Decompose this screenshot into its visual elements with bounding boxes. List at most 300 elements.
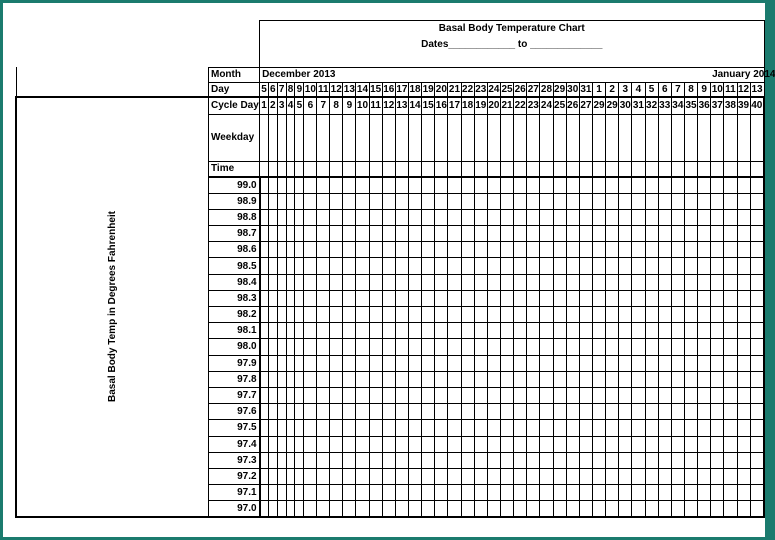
temperature-entry-cell[interactable] [487,242,500,258]
temperature-entry-cell[interactable] [750,258,764,274]
temperature-entry-cell[interactable] [343,242,356,258]
temperature-entry-cell[interactable] [286,420,295,436]
weekday-entry-cell[interactable] [422,114,435,161]
temperature-entry-cell[interactable] [304,226,317,242]
temperature-entry-cell[interactable] [750,501,764,517]
temperature-entry-cell[interactable] [658,420,671,436]
temperature-entry-cell[interactable] [632,485,645,501]
temperature-entry-cell[interactable] [711,274,724,290]
temperature-entry-cell[interactable] [500,485,513,501]
temperature-entry-cell[interactable] [698,355,711,371]
temperature-entry-cell[interactable] [645,485,658,501]
temperature-entry-cell[interactable] [750,274,764,290]
temperature-entry-cell[interactable] [540,209,553,225]
temperature-entry-cell[interactable] [295,436,304,452]
temperature-entry-cell[interactable] [448,420,461,436]
temperature-entry-cell[interactable] [711,290,724,306]
temperature-entry-cell[interactable] [606,485,619,501]
temperature-entry-cell[interactable] [527,404,540,420]
temperature-entry-cell[interactable] [750,323,764,339]
temperature-entry-cell[interactable] [724,242,737,258]
temperature-entry-cell[interactable] [592,355,605,371]
temperature-entry-cell[interactable] [395,404,408,420]
temperature-entry-cell[interactable] [724,226,737,242]
temperature-entry-cell[interactable] [592,274,605,290]
weekday-entry-cell[interactable] [632,114,645,161]
temperature-entry-cell[interactable] [500,339,513,355]
temperature-entry-cell[interactable] [422,420,435,436]
temperature-entry-cell[interactable] [382,226,395,242]
temperature-entry-cell[interactable] [750,452,764,468]
temperature-entry-cell[interactable] [711,323,724,339]
temperature-entry-cell[interactable] [527,355,540,371]
temperature-entry-cell[interactable] [606,436,619,452]
temperature-entry-cell[interactable] [474,290,487,306]
temperature-entry-cell[interactable] [408,193,421,209]
temperature-entry-cell[interactable] [260,258,269,274]
temperature-entry-cell[interactable] [356,468,369,484]
temperature-entry-cell[interactable] [304,339,317,355]
temperature-entry-cell[interactable] [645,226,658,242]
temperature-entry-cell[interactable] [540,436,553,452]
temperature-entry-cell[interactable] [671,468,684,484]
temperature-entry-cell[interactable] [461,193,474,209]
temperature-entry-cell[interactable] [527,323,540,339]
temperature-entry-cell[interactable] [671,226,684,242]
temperature-entry-cell[interactable] [448,226,461,242]
temperature-entry-cell[interactable] [304,323,317,339]
temperature-entry-cell[interactable] [487,404,500,420]
temperature-entry-cell[interactable] [474,274,487,290]
temperature-entry-cell[interactable] [592,226,605,242]
temperature-entry-cell[interactable] [435,323,448,339]
weekday-entry-cell[interactable] [435,114,448,161]
temperature-entry-cell[interactable] [260,323,269,339]
weekday-entry-cell[interactable] [527,114,540,161]
temperature-entry-cell[interactable] [553,420,566,436]
temperature-entry-cell[interactable] [408,420,421,436]
temperature-entry-cell[interactable] [750,339,764,355]
temperature-entry-cell[interactable] [422,290,435,306]
temperature-entry-cell[interactable] [382,387,395,403]
temperature-entry-cell[interactable] [750,436,764,452]
temperature-entry-cell[interactable] [619,404,632,420]
temperature-entry-cell[interactable] [579,290,592,306]
temperature-entry-cell[interactable] [737,420,750,436]
temperature-entry-cell[interactable] [422,226,435,242]
temperature-entry-cell[interactable] [540,387,553,403]
time-entry-cell[interactable] [461,161,474,177]
temperature-entry-cell[interactable] [356,242,369,258]
temperature-entry-cell[interactable] [540,339,553,355]
temperature-entry-cell[interactable] [514,355,527,371]
temperature-entry-cell[interactable] [382,468,395,484]
temperature-entry-cell[interactable] [553,226,566,242]
weekday-entry-cell[interactable] [295,114,304,161]
temperature-entry-cell[interactable] [711,452,724,468]
temperature-entry-cell[interactable] [474,371,487,387]
temperature-entry-cell[interactable] [317,323,330,339]
temperature-entry-cell[interactable] [619,323,632,339]
temperature-entry-cell[interactable] [724,193,737,209]
temperature-entry-cell[interactable] [295,274,304,290]
temperature-entry-cell[interactable] [645,436,658,452]
time-entry-cell[interactable] [435,161,448,177]
temperature-entry-cell[interactable] [711,177,724,193]
temperature-entry-cell[interactable] [295,501,304,517]
temperature-entry-cell[interactable] [606,501,619,517]
temperature-entry-cell[interactable] [448,501,461,517]
temperature-entry-cell[interactable] [422,177,435,193]
temperature-entry-cell[interactable] [356,323,369,339]
temperature-entry-cell[interactable] [684,387,697,403]
temperature-entry-cell[interactable] [500,468,513,484]
temperature-entry-cell[interactable] [737,258,750,274]
temperature-entry-cell[interactable] [540,226,553,242]
time-entry-cell[interactable] [474,161,487,177]
temperature-entry-cell[interactable] [592,436,605,452]
temperature-entry-cell[interactable] [268,485,277,501]
temperature-entry-cell[interactable] [553,339,566,355]
temperature-entry-cell[interactable] [592,420,605,436]
temperature-entry-cell[interactable] [514,242,527,258]
time-entry-cell[interactable] [579,161,592,177]
temperature-entry-cell[interactable] [645,468,658,484]
temperature-entry-cell[interactable] [268,307,277,323]
temperature-entry-cell[interactable] [540,193,553,209]
temperature-entry-cell[interactable] [343,209,356,225]
temperature-entry-cell[interactable] [395,307,408,323]
temperature-entry-cell[interactable] [632,387,645,403]
temperature-entry-cell[interactable] [514,387,527,403]
weekday-entry-cell[interactable] [260,114,269,161]
temperature-entry-cell[interactable] [295,485,304,501]
temperature-entry-cell[interactable] [317,501,330,517]
time-entry-cell[interactable] [750,161,764,177]
temperature-entry-cell[interactable] [579,501,592,517]
temperature-entry-cell[interactable] [317,387,330,403]
temperature-entry-cell[interactable] [724,387,737,403]
weekday-entry-cell[interactable] [658,114,671,161]
temperature-entry-cell[interactable] [277,468,286,484]
temperature-entry-cell[interactable] [356,404,369,420]
temperature-entry-cell[interactable] [487,468,500,484]
temperature-entry-cell[interactable] [277,371,286,387]
temperature-entry-cell[interactable] [645,355,658,371]
temperature-entry-cell[interactable] [684,209,697,225]
temperature-entry-cell[interactable] [606,323,619,339]
temperature-entry-cell[interactable] [487,371,500,387]
temperature-entry-cell[interactable] [658,468,671,484]
temperature-entry-cell[interactable] [566,485,579,501]
temperature-entry-cell[interactable] [724,274,737,290]
temperature-entry-cell[interactable] [500,307,513,323]
temperature-entry-cell[interactable] [448,307,461,323]
temperature-entry-cell[interactable] [422,307,435,323]
temperature-entry-cell[interactable] [619,452,632,468]
temperature-entry-cell[interactable] [422,193,435,209]
temperature-entry-cell[interactable] [277,387,286,403]
temperature-entry-cell[interactable] [474,436,487,452]
temperature-entry-cell[interactable] [553,452,566,468]
temperature-entry-cell[interactable] [408,387,421,403]
temperature-entry-cell[interactable] [711,485,724,501]
temperature-entry-cell[interactable] [671,323,684,339]
temperature-entry-cell[interactable] [356,485,369,501]
temperature-entry-cell[interactable] [435,436,448,452]
temperature-entry-cell[interactable] [448,209,461,225]
time-entry-cell[interactable] [540,161,553,177]
temperature-entry-cell[interactable] [514,485,527,501]
temperature-entry-cell[interactable] [343,420,356,436]
temperature-entry-cell[interactable] [343,177,356,193]
temperature-entry-cell[interactable] [698,468,711,484]
weekday-entry-cell[interactable] [330,114,343,161]
temperature-entry-cell[interactable] [737,209,750,225]
temperature-entry-cell[interactable] [724,209,737,225]
temperature-entry-cell[interactable] [343,485,356,501]
temperature-entry-cell[interactable] [514,420,527,436]
temperature-entry-cell[interactable] [540,274,553,290]
temperature-entry-cell[interactable] [711,371,724,387]
temperature-entry-cell[interactable] [461,323,474,339]
temperature-entry-cell[interactable] [500,226,513,242]
temperature-entry-cell[interactable] [277,209,286,225]
temperature-entry-cell[interactable] [304,387,317,403]
temperature-entry-cell[interactable] [369,452,382,468]
temperature-entry-cell[interactable] [527,290,540,306]
temperature-entry-cell[interactable] [658,355,671,371]
temperature-entry-cell[interactable] [500,177,513,193]
temperature-entry-cell[interactable] [295,452,304,468]
temperature-entry-cell[interactable] [395,355,408,371]
temperature-entry-cell[interactable] [422,323,435,339]
temperature-entry-cell[interactable] [606,226,619,242]
temperature-entry-cell[interactable] [304,436,317,452]
weekday-entry-cell[interactable] [286,114,295,161]
temperature-entry-cell[interactable] [737,339,750,355]
temperature-entry-cell[interactable] [671,258,684,274]
temperature-entry-cell[interactable] [527,452,540,468]
temperature-entry-cell[interactable] [737,436,750,452]
temperature-entry-cell[interactable] [606,452,619,468]
temperature-entry-cell[interactable] [566,258,579,274]
temperature-entry-cell[interactable] [566,387,579,403]
temperature-entry-cell[interactable] [435,452,448,468]
temperature-entry-cell[interactable] [343,468,356,484]
temperature-entry-cell[interactable] [286,468,295,484]
temperature-entry-cell[interactable] [671,177,684,193]
temperature-entry-cell[interactable] [435,177,448,193]
temperature-entry-cell[interactable] [369,323,382,339]
temperature-entry-cell[interactable] [500,420,513,436]
temperature-entry-cell[interactable] [737,307,750,323]
temperature-entry-cell[interactable] [592,387,605,403]
temperature-entry-cell[interactable] [737,485,750,501]
time-entry-cell[interactable] [632,161,645,177]
temperature-entry-cell[interactable] [330,485,343,501]
temperature-entry-cell[interactable] [474,501,487,517]
temperature-entry-cell[interactable] [487,501,500,517]
temperature-entry-cell[interactable] [369,177,382,193]
temperature-entry-cell[interactable] [408,258,421,274]
time-entry-cell[interactable] [408,161,421,177]
temperature-entry-cell[interactable] [277,452,286,468]
temperature-entry-cell[interactable] [579,323,592,339]
temperature-entry-cell[interactable] [750,420,764,436]
temperature-entry-cell[interactable] [500,501,513,517]
temperature-entry-cell[interactable] [408,290,421,306]
temperature-entry-cell[interactable] [514,258,527,274]
temperature-entry-cell[interactable] [304,258,317,274]
temperature-entry-cell[interactable] [592,193,605,209]
temperature-entry-cell[interactable] [369,193,382,209]
temperature-entry-cell[interactable] [698,193,711,209]
temperature-entry-cell[interactable] [566,452,579,468]
temperature-entry-cell[interactable] [268,404,277,420]
temperature-entry-cell[interactable] [684,404,697,420]
temperature-entry-cell[interactable] [487,485,500,501]
temperature-entry-cell[interactable] [632,209,645,225]
temperature-entry-cell[interactable] [500,387,513,403]
temperature-entry-cell[interactable] [632,404,645,420]
temperature-entry-cell[interactable] [658,436,671,452]
temperature-entry-cell[interactable] [461,404,474,420]
temperature-entry-cell[interactable] [369,226,382,242]
temperature-entry-cell[interactable] [286,323,295,339]
temperature-entry-cell[interactable] [343,307,356,323]
temperature-entry-cell[interactable] [343,404,356,420]
temperature-entry-cell[interactable] [369,355,382,371]
temperature-entry-cell[interactable] [487,307,500,323]
temperature-entry-cell[interactable] [606,307,619,323]
temperature-entry-cell[interactable] [395,274,408,290]
temperature-entry-cell[interactable] [540,452,553,468]
temperature-entry-cell[interactable] [632,323,645,339]
temperature-entry-cell[interactable] [579,404,592,420]
temperature-entry-cell[interactable] [500,242,513,258]
temperature-entry-cell[interactable] [553,274,566,290]
temperature-entry-cell[interactable] [645,307,658,323]
temperature-entry-cell[interactable] [553,387,566,403]
temperature-entry-cell[interactable] [277,226,286,242]
temperature-entry-cell[interactable] [382,209,395,225]
temperature-entry-cell[interactable] [260,290,269,306]
temperature-entry-cell[interactable] [304,307,317,323]
temperature-entry-cell[interactable] [487,436,500,452]
temperature-entry-cell[interactable] [330,420,343,436]
temperature-entry-cell[interactable] [435,485,448,501]
temperature-entry-cell[interactable] [369,242,382,258]
temperature-entry-cell[interactable] [268,436,277,452]
weekday-entry-cell[interactable] [369,114,382,161]
temperature-entry-cell[interactable] [671,387,684,403]
temperature-entry-cell[interactable] [277,274,286,290]
temperature-entry-cell[interactable] [408,485,421,501]
temperature-entry-cell[interactable] [395,242,408,258]
temperature-entry-cell[interactable] [382,501,395,517]
weekday-entry-cell[interactable] [500,114,513,161]
temperature-entry-cell[interactable] [658,290,671,306]
temperature-entry-cell[interactable] [684,307,697,323]
temperature-entry-cell[interactable] [737,193,750,209]
temperature-entry-cell[interactable] [286,290,295,306]
temperature-entry-cell[interactable] [487,258,500,274]
temperature-entry-cell[interactable] [579,209,592,225]
temperature-entry-cell[interactable] [579,371,592,387]
temperature-entry-cell[interactable] [343,371,356,387]
temperature-entry-cell[interactable] [579,193,592,209]
temperature-entry-cell[interactable] [632,468,645,484]
temperature-entry-cell[interactable] [286,404,295,420]
weekday-entry-cell[interactable] [606,114,619,161]
temperature-entry-cell[interactable] [553,242,566,258]
time-entry-cell[interactable] [711,161,724,177]
temperature-entry-cell[interactable] [395,339,408,355]
temperature-entry-cell[interactable] [382,274,395,290]
temperature-entry-cell[interactable] [382,177,395,193]
temperature-entry-cell[interactable] [606,274,619,290]
temperature-entry-cell[interactable] [698,274,711,290]
temperature-entry-cell[interactable] [671,436,684,452]
temperature-entry-cell[interactable] [737,177,750,193]
temperature-entry-cell[interactable] [553,371,566,387]
temperature-entry-cell[interactable] [698,258,711,274]
temperature-entry-cell[interactable] [295,387,304,403]
temperature-entry-cell[interactable] [295,371,304,387]
temperature-entry-cell[interactable] [448,485,461,501]
temperature-entry-cell[interactable] [317,226,330,242]
temperature-entry-cell[interactable] [645,242,658,258]
temperature-entry-cell[interactable] [579,307,592,323]
temperature-entry-cell[interactable] [658,404,671,420]
temperature-entry-cell[interactable] [260,307,269,323]
temperature-entry-cell[interactable] [658,242,671,258]
temperature-entry-cell[interactable] [658,452,671,468]
temperature-entry-cell[interactable] [619,339,632,355]
temperature-entry-cell[interactable] [304,290,317,306]
temperature-entry-cell[interactable] [277,436,286,452]
temperature-entry-cell[interactable] [553,355,566,371]
temperature-entry-cell[interactable] [448,452,461,468]
temperature-entry-cell[interactable] [579,177,592,193]
temperature-entry-cell[interactable] [260,485,269,501]
temperature-entry-cell[interactable] [500,193,513,209]
temperature-entry-cell[interactable] [474,242,487,258]
temperature-entry-cell[interactable] [750,307,764,323]
temperature-entry-cell[interactable] [658,387,671,403]
time-entry-cell[interactable] [286,161,295,177]
temperature-entry-cell[interactable] [435,371,448,387]
temperature-entry-cell[interactable] [566,339,579,355]
temperature-entry-cell[interactable] [645,290,658,306]
temperature-entry-cell[interactable] [540,307,553,323]
temperature-entry-cell[interactable] [304,404,317,420]
temperature-entry-cell[interactable] [343,193,356,209]
temperature-entry-cell[interactable] [286,371,295,387]
temperature-entry-cell[interactable] [286,452,295,468]
temperature-entry-cell[interactable] [369,307,382,323]
temperature-entry-cell[interactable] [606,242,619,258]
temperature-entry-cell[interactable] [268,420,277,436]
temperature-entry-cell[interactable] [724,177,737,193]
temperature-entry-cell[interactable] [711,193,724,209]
temperature-entry-cell[interactable] [645,387,658,403]
temperature-entry-cell[interactable] [330,387,343,403]
time-entry-cell[interactable] [658,161,671,177]
temperature-entry-cell[interactable] [356,274,369,290]
temperature-entry-cell[interactable] [527,193,540,209]
